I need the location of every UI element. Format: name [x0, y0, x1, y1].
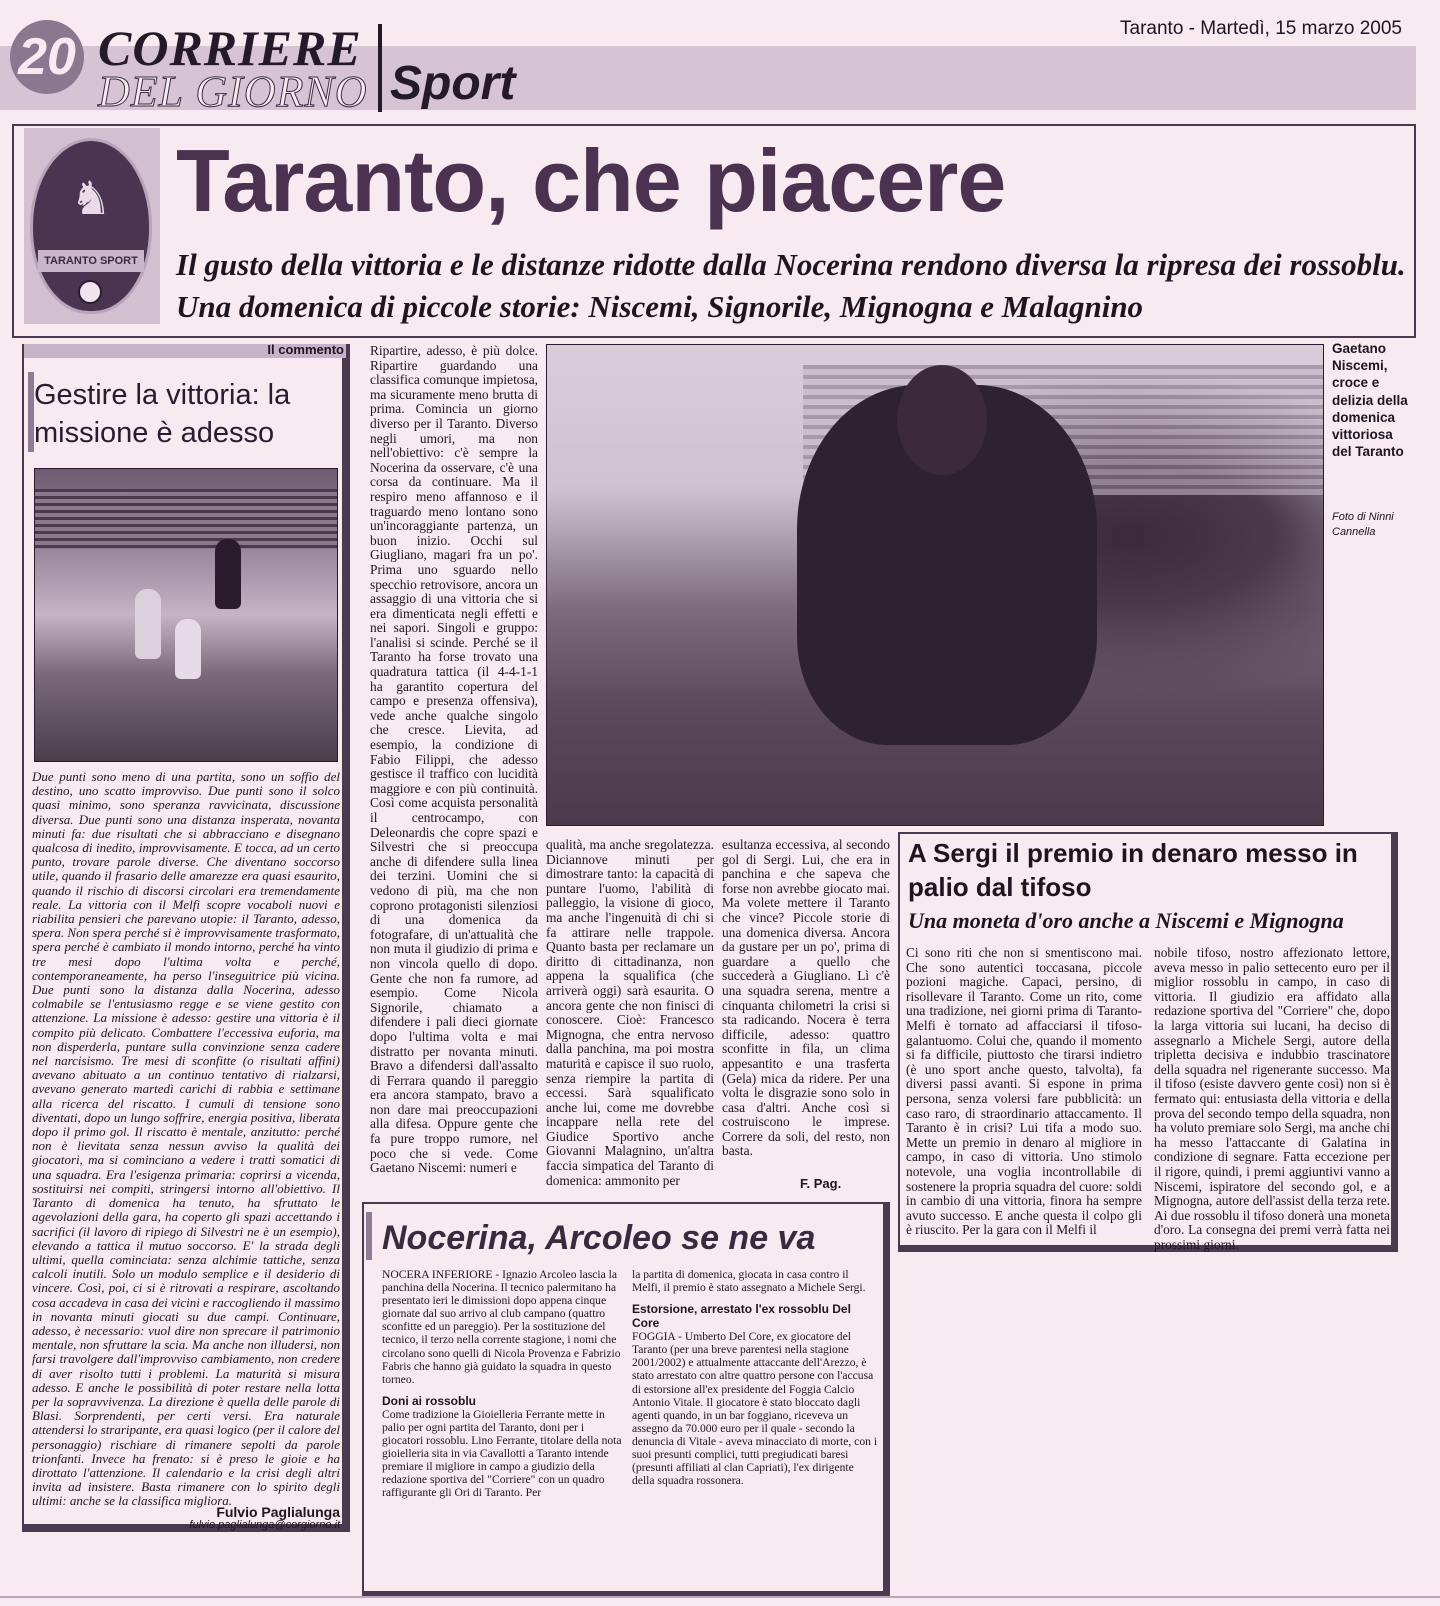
comment-author: Fulvio Paglialunga — [216, 1504, 340, 1520]
nocerina-paragraph: NOCERA INFERIORE - Ignazio Arcoleo lascia la panchina della Nocerina. Il tecnico palermitano ha presentato ieri le dimissioni dopo appena cinque giornate dal suo arrivo al club campano (quattro sconfitte ed un pareggio). Per la sostituzione del tecnico, il terzo nella corrente stagione, i nomi che circolano sono quelli di Nicola Provenza e Fabrizio Fabris che hanno già guidato la squadra in questo torneo. — [382, 1268, 621, 1386]
main-headline: Taranto, che piacere — [176, 131, 1006, 230]
player-figure — [175, 619, 201, 679]
masthead-divider — [378, 24, 382, 112]
player-figure — [215, 539, 241, 609]
nocerina-title-accent — [366, 1212, 372, 1260]
article-column-1: Ripartire, adesso, è più dolce. Ripartire guardando una classifica comunque impietosa, ma sicuramente meno brutta di prima. Comincia un giorno diverso per il Taranto. Diverso negli umori, ma non nell'obiettivo: c'è sempre la Nocerina da osservare, c'è una corsa da continuare. Ma il respiro meno affannoso e il traguardo meno lontano sono un'incoraggiante partenza, un buon inizio. Occhi sul Giugliano, magari fra un po'. Prima uno sguardo nello specchio retrovisore, ancora un assaggio di una vittoria che si era dimenticata negli effetti e nei sapori. Singoli e gruppo: l'analisi si scinde. Perché se il Taranto ha forse trovato una quadratura tattica (il 4-4-1-1 ha garantito copertura del campo e presenza offensiva), vede anche qualche singolo che cresce. Lievita, ad esempio, la condizione di Fabio Filippi, che adesso gestisce il traffico con lucidità maggiore e con più continuità. Così come acquista personalità il centrocampo, con Deleonardis che copre spazi e Silvestri che si preoccupa anche di difendere sulla linea dei terzini. Uomini che si vedono di più, ma che non coprono protagonisti silenziosi di una domenica da fotografare, di un'attualità che non muta il giudizio di prima e non vincola quello di dopo. Gente che non fa rumore, ad esempio. Come Nicola Signorile, chiamato a difendere i pali dieci giornate dopo l'ultima volta e mai distratto per novanta minuti. Bravo a difendersi dall'assalto di Ferrara quando il pareggio era ancora stampato, bravo a non dare mai preoccupazioni alla difesa. Oppure gente che fa pure troppo rumore, nel poco che si vede. Come Gaetano Niscemi: numeri e — [370, 343, 538, 1176]
sergi-subtitle: Una moneta d'oro anche a Niscemi e Mignogna — [908, 908, 1344, 933]
subheading-estorsione: Estorsione, arrestato l'ex rossoblu Del Core — [632, 1302, 851, 1331]
comment-body: Due punti sono meno di una partita, sono un soffio del destino, uno scatto improvviso. Due punti sono il solco quasi minimo, sono speranza ravvicinata, discussione diversa. Due punti sono una distanza insperata, novanta minuti fa: due risultati che si abbracciano e disegnano qualcosa di inedito, improvvisamente. E tocca, ad un certo punto, trovare parole diverse. Che diventano soccorso utile, quando il frasario delle amarezze era quasi esaurito, quando il rischio di discorsi circolari era tremendamente reale. La vittoria con il Melfi scopre vocaboli nuovi e riabilita pensieri che parevano utopie: il Taranto, adesso, spera. Non spera perché si è improvvisamente trasformato, spera perché è cambiato il mondo intorno, perché ha vinto tre mesi dopo l'ultima volta e perché, contemporaneamente, ha perso l'inseguitrice più vicina. Due punti sono la distanza dalla Nocerina, adesso colmabile se l'entusiasmo regge e se viene gestito con attenzione. La missione è adesso: gestire una vittoria è il compito più delicato. Combattere l'eccessiva euforia, ma non disperderla, puntare sulla convinzione senza cadere nel narcisismo. Tre mesi di sconfitte (o risultati affini) avevano abituato a un continuo tentativo di rialzarsi, avevano generato martedì carichi di rabbia e settimane alla ricerca del riscatto. I cumuli di tensione sono diventati, dopo un lungo soffrire, energia positiva, liberata dopo il primo gol. Il riscatto è mentale, anzitutto: perché non è lievitata senza nessun avviso la qualità dei giocatori, ma si cominciano a vedere i tratti somatici di una squadra. Era l'esigenza primaria: coprirsi a vicenda, sostituirsi nei compiti, stringersi intorno all'obiettivo. Il Taranto di domenica ha tenuto, ha sfruttato le agevolazioni della gara, ha coperto gli spazi accettando i sacrifici (il lavoro di ripiego di Silvestri ne è un esempio), elevando a tattica il mutuo soccorso. E' la strada degli ultimi, quella cominciata: senza alchimie tattiche, senza calcoli inutili. Solo un modulo semplice e il desiderio di vincere. Così, poi, ci si è ritrovati a respirare, ascoltando cosa accadeva in casa dei vicini e raccogliendo il massimo in novanta minuti giocati su due campi. Continuare, adesso, è necessario: vuol dire non sprecare il patrimonio mentale, non sfruttare la scia. Ma anche non illudersi, non farsi travolgere dall'improvviso cambiamento, non credere di aver risolto tutti i problemi. La maturità si misura adesso. E anche le possibilità di poter restare nella lotta per la sopravvivenza. La direzione è quella delle parole di Blasi. Sorprendenti, per certi versi. Era naturale attendersi lo straripante, era quasi logico (per il calore del personaggio) rischiare di rimanere sepolti da parole trionfanti. Invece ha frenato: si è preso le gioie e ha dirottato l'attenzione. Il calendario e la crisi degli altri invita ad insistere. Basta rimanere con lo spirito degli ultimi: anche se la classifica migliora. — [32, 769, 340, 1509]
nocerina-column-1 — [382, 1268, 622, 1588]
article-signature: F. Pag. — [800, 1176, 842, 1191]
match-photo-small — [34, 468, 338, 762]
niscemi-photo — [546, 344, 1324, 826]
football-icon — [78, 280, 102, 304]
sergi-column-1: Ci sono riti che non si smentiscono mai. Che sono autentici toccasana, piccole pozioni magiche. Capaci, persino, di risollevare il Taranto. Come un rito, come una tradizione, nei giorni prima di Taranto-Melfi è tornato ad affacciarsi il tifoso-galantuomo. Colui che, quando il momento si fa difficile, piuttosto che tirarsi indietro (è uno sport anche questo, talvolta), fa diversi passi avanti. Si espone in prima persona, senza volersi fare pubblicità: un caso raro, di straordinario attaccamento. Il Taranto è in crisi? Lui tifa a modo suo. Mette un premio in denaro al migliore in campo, in caso di vittoria. Uno stimolo notevole, una voglia incontrollabile di sostenere la propria squadra del cuore: soldi in cambio di una vittoria, finora ha sempre avuto successo. E anche questa il colpo gli è riuscito. Per la gara con il Melfi il — [906, 945, 1142, 1238]
page-number: 20 — [10, 20, 84, 94]
dateline: Taranto - Martedì, 15 marzo 2005 — [1120, 18, 1402, 39]
article-column-4: esultanza eccessiva, al secondo gol di Sergi. Lui, che era in panchina e che sapeva che forse non avrebbe giocato mai. Ma volete mettere il Taranto che vince? Piccole storie di una domenica diversa. Ancora da gustare per un po', prima di guardare a quello che succederà a Giugliano. Lì c'è una squadra serena, mentre a cinquanta chilometri la crisi si sta radicando. Nocera è terra difficile, adesso: quattro sconfitte in fila, un clima appesantito e una trasferta (Gela) mica da ridere. Per una volta le disgrazie sono solo in casa d'altri. Anche così si costruiscono le imprese. Correre da soli, del resto, non basta. — [722, 837, 890, 1159]
crest-label: TARANTO SPORT — [38, 250, 144, 272]
paper-name-top: CORRIERE — [98, 20, 362, 76]
headline-subtitle: Il gusto della vittoria e le distanze ridotte dalla Nocerina rendono diversa la ripresa dei rossoblu. Una domenica di piccole storie: Niscemi, Signorile, Mignogna e Malagnino — [176, 247, 1406, 324]
section-title: Sport — [390, 57, 516, 110]
subheading-doni: Doni ai rossoblu — [382, 1393, 477, 1408]
stadium-stand — [35, 489, 337, 549]
player-head — [897, 365, 987, 475]
comment-tag: Il commento — [267, 342, 344, 357]
sergi-title: A Sergi il premio in denaro messo in palio dal tifoso — [908, 838, 1358, 902]
nocerina-column-2 — [632, 1268, 878, 1588]
paper-name-bottom: DEL GIORNO — [98, 67, 368, 116]
nocerina-title: Nocerina, Arcoleo se ne va — [382, 1219, 816, 1257]
comment-title: Gestire la vittoria: la missione è adesso — [34, 379, 291, 449]
doni-paragraph: Come tradizione la Gioielleria Ferrante mette in palio per ogni partita del Taranto, doni per i giocatori rossoblu. Lino Ferrante, titolare della nota gioielleria sita in via Cavallotti a Taranto intende premiare il migliore in campo a giudizio della redazione sportiva del "Corriere" con un quadro raffigurante gli Ori di Taranto. Per — [382, 1407, 622, 1500]
page-bottom-rule — [0, 1596, 1440, 1598]
comment-author-email: fulvio.paglialunga@corgiorno.it — [189, 1519, 340, 1531]
photo-caption: Gaetano Niscemi, croce e delizia della domenica vittoriosa del Taranto — [1332, 341, 1408, 460]
sergi-column-2: nobile tifoso, nostro affezionato lettore, aveva messo in palio settecento euro per il miglior rossoblu in campo, in caso di vittoria. Il giudizio era affidato alla redazione sportiva del "Corriere" che, dopo la larga vittoria sui lucani, ha deciso di assegnarlo a Michele Sergi, autore della tripletta decisiva e indubbio trascinatore della squadra nel rigenerante successo. Ma il tifoso (esiste davvero gente così) non si è fermato qui: entusiasta della vittoria e della prova del secondo tempo della squadra, non ha voluto premiare solo Sergi, ma anche chi ha messo l'attaccante di Galatina in condizione di segnare. Fatta eccezione per il rigore, quindi, i premi aggiuntivi vanno a Niscemi, ispiratore del secondo gol, e a Mignogna, autore dell'assist della terza rete. Ai due rossoblu il tifoso donerà una moneta d'oro. La consegna dei premi verrà fatta nei prossimi giorni. — [1154, 945, 1390, 1252]
photo-credit: Foto di Ninni Cannella — [1332, 511, 1394, 538]
estorsione-paragraph: FOGGIA - Umberto Del Core, ex giocatore del Taranto (per una breve parentesi nella stagione 2001/2002) e attualmente attaccante dell'Arezzo, è stato arrestato con altre quattro persone con l'accusa di estorsione all'ex presidente del Foggia Calcio Antonio Vitale. Il giocatore è stato bloccato dagli agenti quando, in un bar foggiano, riceveva un assegno da 70.000 euro per il quale - secondo la denuncia di Vitale - aveva minacciato di morte, con i suoi presunti complici, tutti pregiudicati baresi (presunti affiliati al clan Capriati), l'ex dirigente della squadra rossonera. — [632, 1330, 878, 1488]
article-column-3: qualità, ma anche sregolatezza. Diciannove minuti per dimostrare tanto: la capacità di puntare l'uomo, l'abilità di palleggio, la visione di gioco, ma anche l'ingenuità di chi si fa attirare nelle trappole. Quanto basta per reclamare un diritto di cittadinanza, non appena la squalifica (che arriverà oggi) sarà esaurita. O ancora gente che non finisci di conoscere. Cioè: Francesco Mignogna, che entra nervoso dalla panchina, ma poi mostra maturità e capisce il suo ruolo, senza riempire la partita di eccessi. Sarà squalificato anche lui, come me dovrebbe incappare nella rete del Giudice Sportivo anche Giovanni Malagnino, un'altra faccia simpatica del Taranto di domenica: ammonito per — [546, 837, 714, 1188]
doni-paragraph-end: la partita di domenica, giocata in casa contro il Melfi, il premio è stato assegnato a Michele Sergi. — [632, 1268, 866, 1295]
dolphin-rider-icon: ♞ — [70, 173, 112, 224]
player-figure — [135, 589, 161, 659]
